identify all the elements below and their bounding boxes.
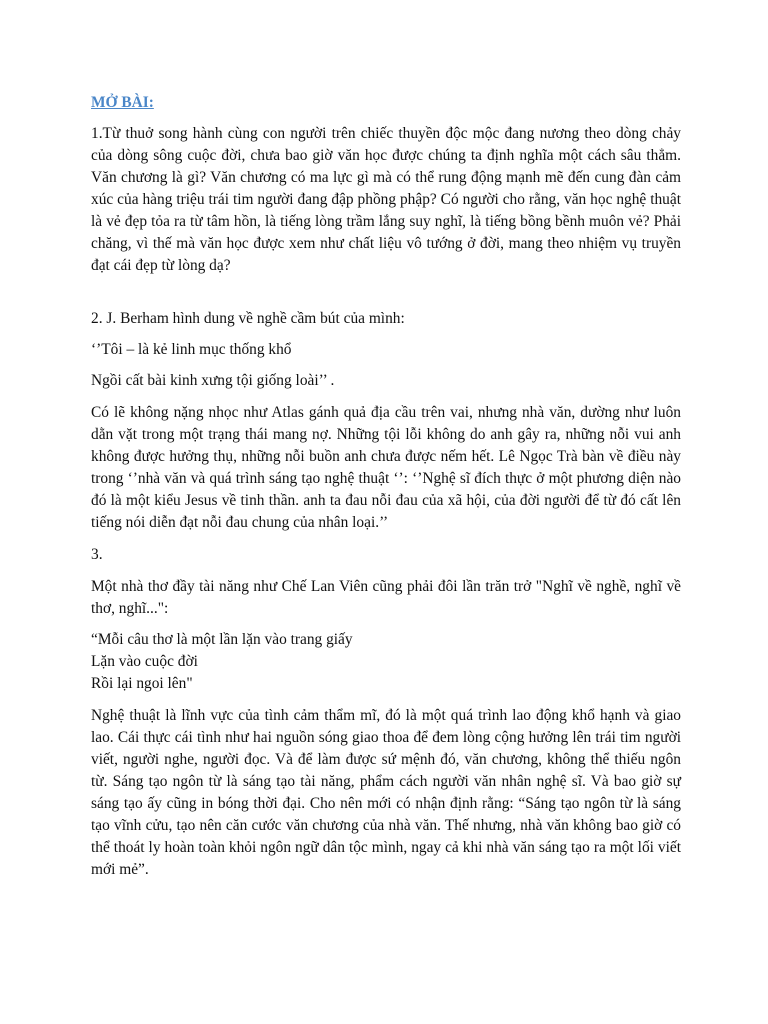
quote-1-line-1: ‘’Tôi – là kẻ linh mục thống khổ bbox=[91, 341, 292, 358]
paragraph-1: 1.Từ thuở song hành cùng con người trên chiếc thuyền độc mộc đang nương theo dòng chảy của dòng sông cuộc đời, chưa bao giờ văn học được chúng ta định nghĩa một cách sâu thẳm. Văn chương là gì? Văn chương có ma lực gì mà có thể rung động mạnh mẽ đến cung đàn cảm xúc của hàng triệu trái tim người đang đập phồng phập? Có người cho rằng, văn học nghệ thuật là vẻ đẹp tỏa ra từ tâm hồn, là tiếng lòng trầm lắng suy nghĩ, là tiếng bồng bềnh muôn vẻ? Phải chăng, vì thế mà văn học được xem như chất liệu vô tướng ở đời, mang theo nhiệm vụ truyền đạt cái đẹp từ lòng dạ? bbox=[91, 125, 681, 274]
verse-line: “Mỗi câu thơ là một lần lặn vào trang giấy bbox=[91, 631, 353, 648]
paragraph-3-intro: Một nhà thơ đầy tài năng như Chế Lan Viên cũng phải đôi lần trăn trở "Nghĩ về nghề, nghĩ về thơ, nghĩ...": bbox=[91, 578, 681, 617]
quote-1-line-2: Ngồi cất bài kinh xưng tội giống loài’’ . bbox=[91, 372, 335, 389]
paragraph-2-intro: 2. J. Berham hình dung về nghề cầm bút của mình: bbox=[91, 310, 405, 327]
paragraph-2-body: Có lẽ không nặng nhọc như Atlas gánh quả địa cầu trên vai, nhưng nhà văn, dường như luôn dằn vặt trong một trạng thái mang nợ. Những tội lỗi không do anh gây ra, những nỗi vui anh không được hưởng thụ, những nỗi buồn anh chưa được nếm hết. Lê Ngọc Trà bàn về điều này trong ‘’nhà văn và quá trình sáng tạo nghệ thuật ‘’: ‘’Nghệ sĩ đích thực ở một phương diện nào đó là một kiểu Jesus về tinh thần. anh ta đau nỗi đau của xã hội, của đời người để từ đó cất lên tiếng nói diễn đạt nỗi đau chung của nhân loại.’’ bbox=[91, 404, 681, 531]
paragraph-3-number: 3. bbox=[91, 546, 103, 563]
verse-line: Rồi lại ngoi lên" bbox=[91, 675, 193, 692]
document-page bbox=[91, 92, 681, 881]
verse-quote bbox=[91, 629, 681, 695]
section-heading: MỞ BÀI: bbox=[91, 94, 154, 111]
paragraph-3-body: Nghệ thuật là lĩnh vực của tình cảm thẩm mĩ, đó là một quá trình lao động khổ hạnh và giao lao. Cái thực cái tình như hai nguồn sóng giao thoa để đem lòng cộng hưởng lên trái tim người viết, người nghe, người đọc. Và để làm được sứ mệnh đó, văn chương, không thể thiếu ngôn từ. Sáng tạo ngôn từ là sáng tạo tài năng, phẩm cách người văn nhân nghệ sĩ. Và bao giờ sự sáng tạo ấy cũng in bóng thời đại. Cho nên mới có nhận định rằng: “Sáng tạo ngôn từ là sáng tạo vĩnh cửu, tạo nên căn cước văn chương của nhà văn. Thế nhưng, nhà văn không bao giờ có thể thoát ly hoàn toàn khỏi ngôn ngữ dân tộc mình, ngay cả khi nhà văn sáng tạo ra một lối viết mới mẻ”. bbox=[91, 707, 681, 878]
verse-line: Lặn vào cuộc đời bbox=[91, 653, 198, 670]
